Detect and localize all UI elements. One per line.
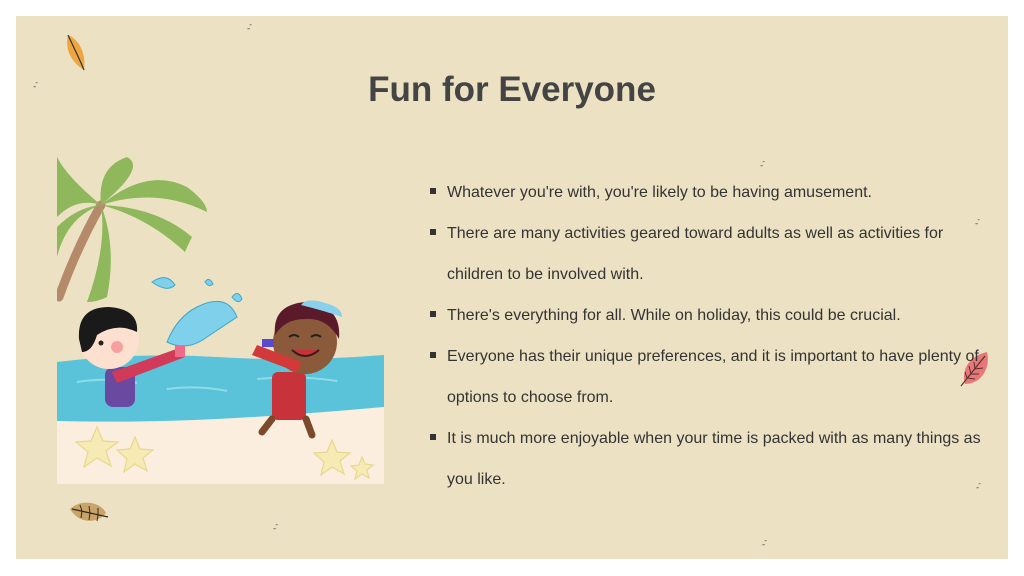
bullet-text: Whatever you're with, you're likely to be having amusement. [447,184,872,201]
bullet-square-icon [430,311,436,317]
orange-leaf-icon [62,32,92,74]
list-item [428,336,988,418]
page-title: Fun for Everyone [368,70,656,109]
deco-dash: -- [762,536,766,550]
bullet-text: There are many activities geared toward adults as well as activities for children to be involved with. [447,225,944,283]
deco-dash: -- [975,215,979,229]
bullet-square-icon [430,434,436,440]
list-item [428,418,988,500]
list-item [428,295,988,336]
bullet-text: It is much more enjoyable when your time is packed with as many things as you like. [447,430,981,488]
bullet-text: Everyone has their unique preferences, and it is important to have plenty of options to choose from. [447,348,979,406]
deco-dash: -- [976,479,980,493]
beach-water-fight-illustration [57,157,384,484]
bullet-square-icon [430,352,436,358]
bullet-square-icon [430,188,436,194]
brown-leaf-icon [68,499,110,527]
deco-dash: -- [760,157,764,171]
list-item [428,213,988,295]
deco-dash: -- [273,520,277,534]
palm-tree-icon [57,157,207,302]
list-item [428,172,988,213]
bullet-list [428,172,988,500]
deco-dash: -- [33,78,37,92]
bullet-square-icon [430,229,436,235]
deco-dash: -- [247,20,251,34]
bullet-text: There's everything for all. While on holiday, this could be crucial. [447,307,901,324]
